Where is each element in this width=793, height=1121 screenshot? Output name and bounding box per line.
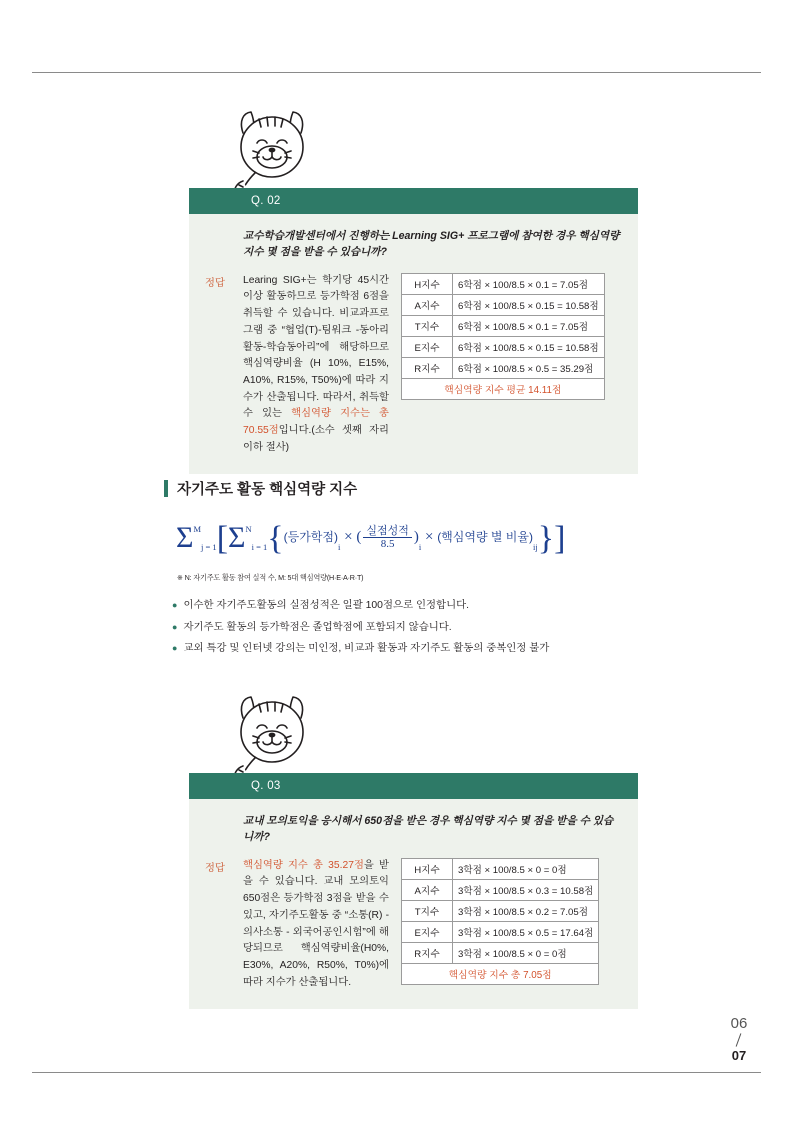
table-row: [402, 336, 605, 357]
q02-table-total: 핵심역량 지수 평균 14.11점: [402, 378, 605, 399]
q02-answer-text: [243, 273, 389, 456]
table-row: [402, 273, 605, 294]
bullet-dot-icon: ●: [172, 600, 178, 610]
formula-term3-sub: ij: [533, 542, 538, 552]
page-number-bottom: 07: [731, 1048, 747, 1063]
table-row: [402, 900, 599, 921]
q03-row3-value: 3학점 × 100/8.5 × 0.5 = 17.64점: [453, 921, 599, 942]
table-row: [402, 357, 605, 378]
q02-row4-value: 6학점 × 100/8.5 × 0.5 = 35.29점: [453, 357, 605, 378]
q03-row2-value: 3학점 × 100/8.5 × 0.2 = 7.05점: [453, 900, 599, 921]
bullet-list: [172, 598, 672, 663]
q03-calc-table: [401, 858, 599, 985]
q03-row4-key: R지수: [402, 942, 453, 963]
formula-numerator: 실점성적: [363, 525, 412, 538]
formula-fraction: [363, 525, 412, 550]
q03-row1-value: 3학점 × 100/8.5 × 0.3 = 10.58점: [453, 879, 599, 900]
q03-row1-key: A지수: [402, 879, 453, 900]
section-title: 자기주도 활동 핵심역량 지수: [177, 482, 358, 498]
q02-label: Q. 02: [251, 195, 281, 207]
bracket-open-icon: [: [216, 520, 229, 557]
q02-table-wrap: [401, 273, 605, 400]
q02-row0-value: 6학점 × 100/8.5 × 0.1 = 7.05점: [453, 273, 605, 294]
list-item: [172, 598, 672, 614]
sigma-outer-sup: M: [193, 524, 202, 534]
bullet-dot-icon: ●: [172, 621, 178, 632]
table-row: [402, 294, 605, 315]
list-item: [172, 641, 672, 657]
sigma-inner-sup: N: [245, 524, 252, 534]
table-row: [402, 942, 599, 963]
q03-answer-row: [205, 858, 622, 991]
sigma-outer-icon: Σ: [176, 521, 194, 554]
q03-row0-value: 3학점 × 100/8.5 × 0 = 0점: [453, 858, 599, 879]
bullet-text-2: 교외 특강 및 인터넷 강의는 미인정, 비교과 활동과 자기주도 활동의 중복인정 불가: [183, 643, 550, 655]
page-number-top: 06: [730, 1015, 748, 1032]
qa-card-q02: [189, 188, 638, 474]
formula-block: $\Sigma^M_{j = 1}[\Sigma^N_{i = 1}${(등가학점)$_i$ × ( $\frac{\text{실점성적}}{8.5} )_i$ × (핵심역량 별 비율)$_{ij}$}]: [176, 520, 566, 557]
paren-close-icon: }: [537, 520, 555, 557]
sigma-outer-sub: j = 1: [201, 542, 217, 552]
table-row-total: [402, 378, 605, 399]
q02-answer-part2: 입니다.(소수 셋째 자리 이하 절사): [243, 424, 389, 453]
table-row-total: [402, 963, 599, 984]
q03-answer-text: [243, 858, 389, 991]
q03-row0-key: H지수: [402, 858, 453, 879]
list-item: [172, 620, 672, 636]
formula-term1-sub: i: [337, 542, 341, 552]
q02-row1-key: A지수: [402, 294, 453, 315]
sigma-inner-sub: i = 1: [251, 542, 268, 552]
section-heading: [164, 478, 357, 499]
q03-answer-label: 정답: [205, 862, 225, 874]
q02-header: [189, 188, 638, 214]
q02-row0-key: H지수: [402, 273, 453, 294]
formula-term1: (등가학점): [283, 530, 338, 544]
table-row: [402, 315, 605, 336]
table-row: [402, 858, 599, 879]
table-row: [402, 879, 599, 900]
q03-answer-part1: 을 받을 수 있습니다. 교내 모의토익 650점은 등가학점 3점을 받을 수 있고, 자기주도활동 중 “소통(R) - 의사소통 - 외국어공인시험”에 해당되므로 핵심역량비율(H0%, E30%, A20%, R50%, T0%)에 따라 지수가 산출됩니다.: [243, 859, 389, 988]
formula-term3: (핵심역량 별 비율): [437, 530, 533, 544]
formula-note: ※ N: 자기주도 활동 참여 실적 수, M: 5대 핵심역량(H·E·A·R·T): [177, 573, 364, 582]
bullet-dot-icon: ●: [172, 643, 178, 654]
q03-row3-key: E지수: [402, 921, 453, 942]
formula-term2-sub: i: [418, 542, 422, 552]
formula-denominator: 8.5: [380, 537, 395, 550]
q03-table-wrap: [401, 858, 599, 985]
q03-answer-highlight: 핵심역량 지수 총 35.27점: [243, 859, 364, 871]
q03-body: [189, 799, 638, 1009]
q02-row1-value: 6학점 × 100/8.5 × 0.15 = 10.58점: [453, 294, 605, 315]
bracket-close-icon: ]: [554, 520, 566, 557]
page-number-slash-icon: [729, 1033, 749, 1047]
q02-row3-value: 6학점 × 100/8.5 × 0.15 = 10.58점: [453, 336, 605, 357]
q03-table-total: 핵심역량 지수 총 7.05점: [402, 963, 599, 984]
q02-answer-row: [205, 273, 622, 456]
q02-answer-part1: Learing SIG+는 학기당 45시간 이상 활동하므로 등가학점 6점을 취득할 수 있습니다. 비교과프로그램 중 “협업(T)-팀워크 -동아리활동-학습동아리”에 해당하므로 핵심역량비율 (H 10%, E15%, A10%, R15%, T50%)에 따라 지수가 산출됩니다. 따라서, 취득할 수 있는: [243, 274, 389, 420]
qa-card-q03: [189, 773, 638, 1009]
paren-open-icon: {: [267, 520, 284, 557]
bottom-divider: [32, 1072, 761, 1073]
q03-header: [189, 773, 638, 799]
q02-answer-label: 정답: [205, 277, 225, 289]
heading-accent-bar: [164, 480, 168, 497]
q03-row4-value: 3학점 × 100/8.5 × 0 = 0점: [453, 942, 599, 963]
q03-question: 교내 모의토익을 응시해서 650점을 받은 경우 핵심역량 지수 몇 점을 받을 수 있습니까?: [243, 815, 614, 844]
q02-row2-key: T지수: [402, 315, 453, 336]
q02-answer-highlight: 핵심역량 지수는 총 70.55점: [243, 408, 390, 436]
q02-row4-key: R지수: [402, 357, 453, 378]
q02-body: [189, 214, 638, 474]
bullet-text-1: 자기주도 활동의 등가학점은 졸업학점에 포함되지 않습니다.: [183, 621, 452, 633]
q02-question: 교수학습개발센터에서 진행하는 Learning SIG+ 프로그램에 참여한 경우 핵심역량 지수 몇 점을 받을 수 있습니까?: [243, 230, 620, 259]
q02-row3-key: E지수: [402, 336, 453, 357]
q03-label: Q. 03: [251, 780, 281, 792]
q03-row2-key: T지수: [402, 900, 453, 921]
top-divider: [32, 72, 761, 73]
bullet-text-0: 이수한 자기주도활동의 실점성적은 일괄 100점으로 인정합니다.: [183, 600, 470, 611]
table-row: [402, 921, 599, 942]
page-number: [729, 1015, 749, 1063]
q02-calc-table: [401, 273, 605, 400]
sigma-inner-icon: Σ: [228, 521, 246, 554]
q02-row2-value: 6학점 × 100/8.5 × 0.1 = 7.05점: [453, 315, 605, 336]
